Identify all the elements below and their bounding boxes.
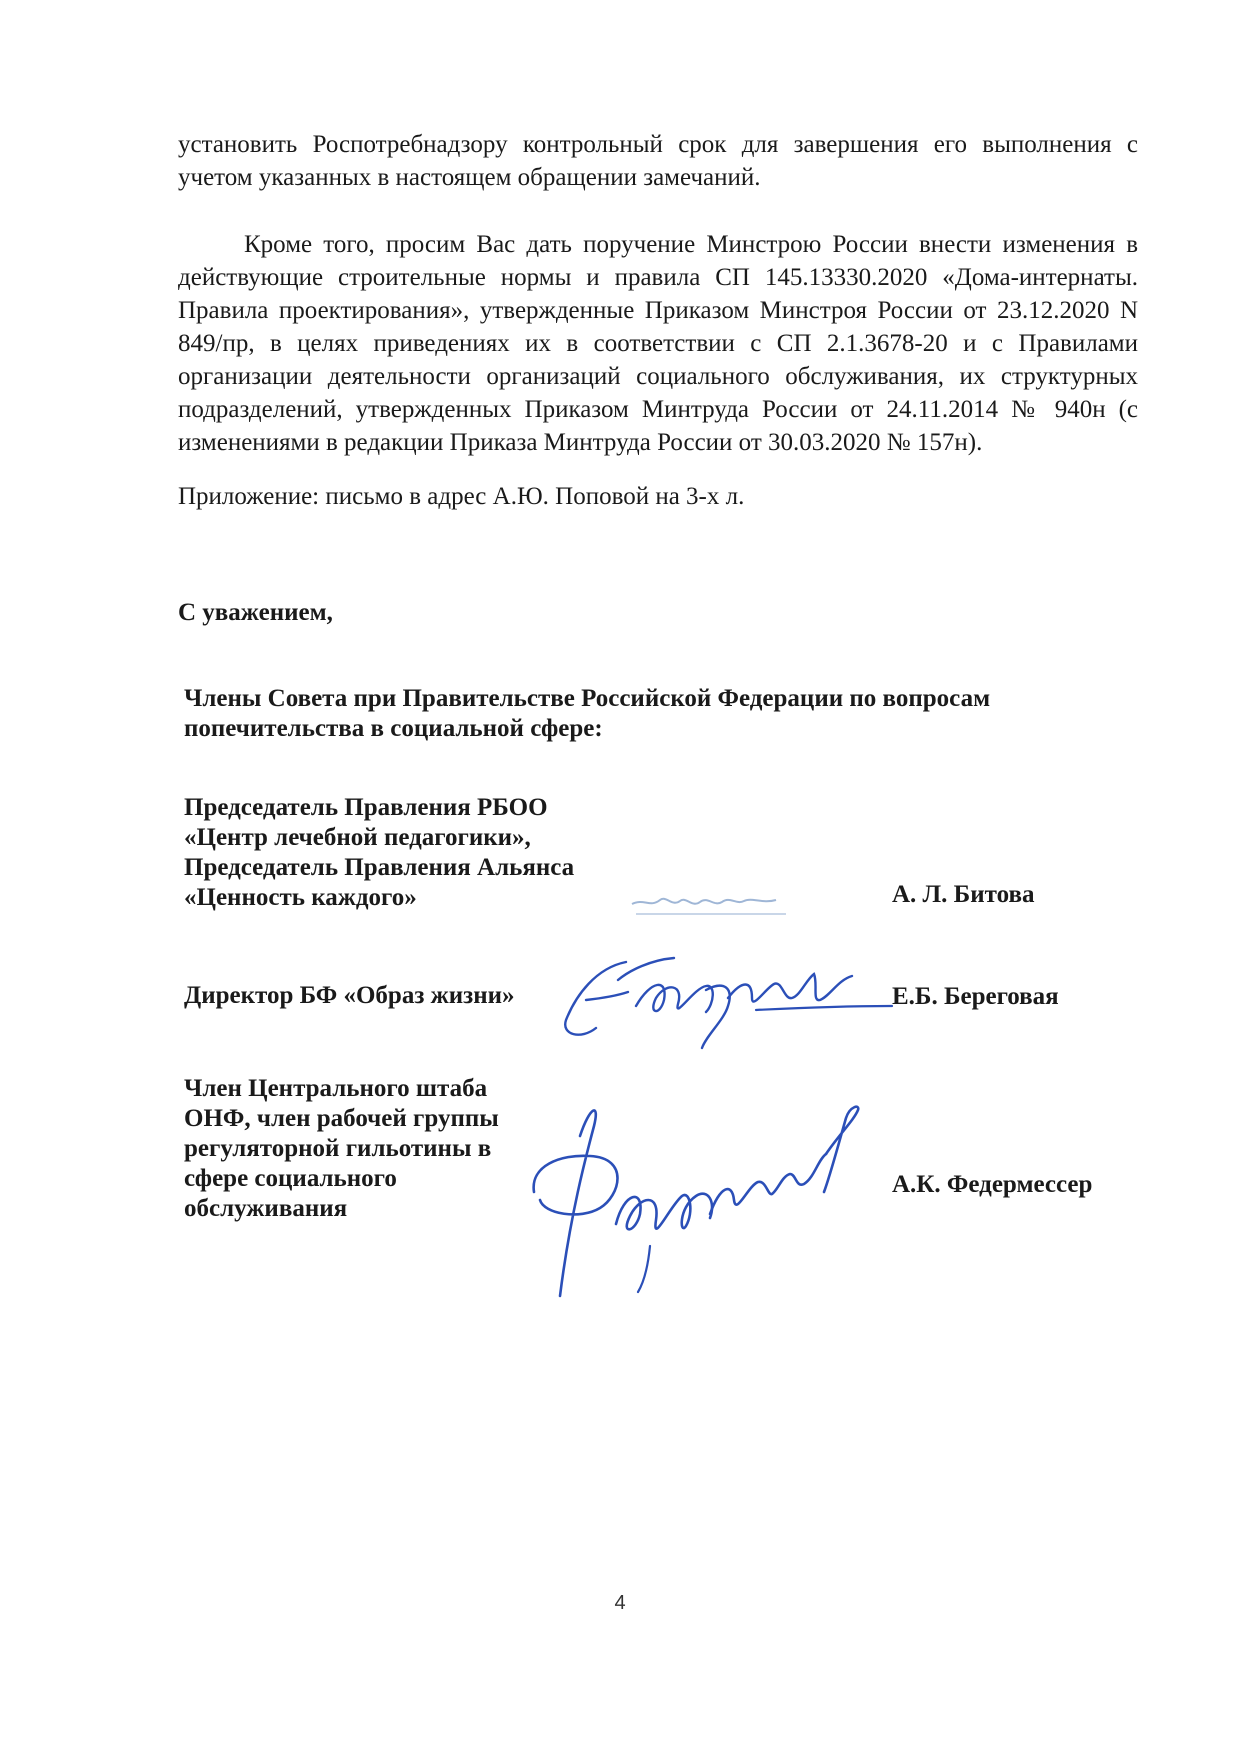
signatory-name: Е.Б. Береговая bbox=[892, 983, 1059, 1010]
signature-federmesser bbox=[520, 1096, 870, 1316]
signatory-name: А. Л. Битова bbox=[892, 881, 1035, 908]
attachment-note: Приложение: письмо в адрес А.Ю. Поповой на 3-х л. bbox=[178, 483, 745, 510]
paragraph-request: Кроме того, просим Вас дать поручение Минстрою России внести изменения в действующие строительные нормы и правила СП 145.13330.2020 «Дома-интернаты. Правила проектирования», утвержденные Приказом Минстроя России от 23.12.2020 N 849/пр, в целях приведениях их в соответствии с СП 2.1.3678-20 и с Правилами организации деятельности организаций социального обслуживания, их структурных подразделений, утвержденных Приказом Минтруда России от 24.11.2014 № 940н (с изменениями в редакции Приказа Минтруда России от 30.03.2020 № 157н). bbox=[178, 231, 1138, 456]
signature-beregovaya bbox=[556, 940, 896, 1050]
council-heading: Члены Совета при Правительстве Российской Федерации по вопросам попечительства в социальной сфере: bbox=[184, 685, 991, 742]
signatory-title: Член Центрального штаба ОНФ, член рабочей группы регуляторной гильотины в сфере социального обслуживания bbox=[184, 1075, 499, 1222]
page-number: 4 bbox=[614, 1592, 626, 1614]
paragraph-continuation: установить Роспотребнадзору контрольный срок для завершения его выполнения с учетом указанных в настоящем обращении замечаний. bbox=[178, 131, 1138, 191]
signatory-title: Председатель Правления РБОО «Центр лечебной педагогики», Председатель Правления Альянса «Ценность каждого» bbox=[184, 794, 575, 911]
signature-bitova bbox=[626, 874, 798, 922]
signatory-title: Директор БФ «Образ жизни» bbox=[184, 982, 515, 1009]
closing-salutation: С уважением, bbox=[178, 599, 333, 626]
signatory-name: А.К. Федермессер bbox=[892, 1171, 1093, 1198]
